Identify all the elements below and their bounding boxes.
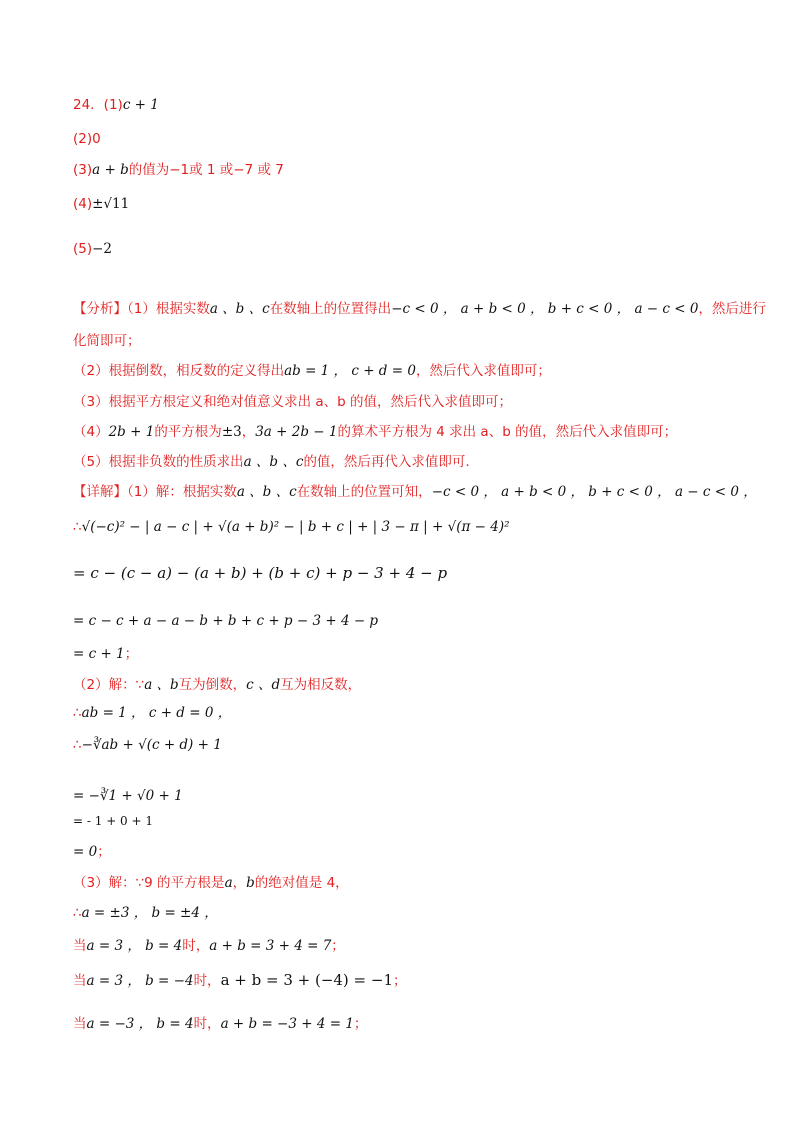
text: 当 [73, 973, 87, 989]
math: −c < 0 ， a + b < 0 ， b + c < 0 ， a − c < 0 ， [431, 484, 757, 500]
math: a = −3 ， b = 4 [86, 1016, 194, 1032]
answer-label: 24．(1) [73, 97, 123, 113]
text: 的绝对值是 4， [254, 875, 349, 891]
detail-line-1 [73, 482, 757, 502]
text: 时， [193, 1016, 221, 1032]
answer-label: (4) [73, 196, 93, 212]
math: ±3 [221, 424, 242, 440]
text: （4） [73, 424, 109, 440]
text: ； [124, 646, 139, 662]
answer-3 [73, 160, 284, 180]
math: a = ±3 ， b = ±4 ， [81, 905, 218, 921]
math: −∛ab + √(c + d) + 1 [81, 737, 222, 753]
detail-p2-line-2 [73, 703, 231, 723]
math: a + b = −3 + 4 = 1 [220, 1016, 354, 1032]
text: ， [241, 424, 256, 440]
math: = −∛1 + √0 + 1 [73, 788, 183, 804]
text: （1）根据实数 [127, 301, 210, 317]
math: = c − (c − a) − (a + b) + (b + c) + p − 3 + 4 − p [73, 564, 448, 582]
answer-5 [73, 239, 112, 259]
math: = c − c + a − a − b + b + c + p − 3 + 4 − p [73, 613, 379, 629]
answer-label: (5) [73, 241, 93, 257]
text: ， [232, 875, 247, 891]
math: a + b = 3 + 4 = 7 [209, 938, 332, 954]
analysis-line-3 [73, 361, 551, 381]
text: （2）根据倒数，相反数的定义得出 [73, 363, 285, 379]
text: ； [97, 844, 111, 860]
text: 时， [193, 973, 221, 989]
detail-p2-expr [73, 735, 222, 755]
detail-case-3 [73, 1014, 367, 1034]
math: 3a + 2b − 1 [255, 424, 338, 440]
text: 时， [182, 938, 210, 954]
answer-math: ±√11 [92, 196, 130, 212]
math: a 、b 、c [243, 454, 304, 470]
analysis-line-2 [73, 331, 141, 351]
text: （5）根据非负数的性质求出 [73, 454, 244, 470]
detail-p3-line-1 [73, 873, 349, 893]
detail-step-2 [73, 611, 378, 631]
detail-expr-1 [73, 517, 510, 537]
answer-1 [73, 95, 159, 115]
text: ； [393, 973, 407, 989]
answer-2 [73, 129, 101, 149]
therefore-symbol: ∴ [73, 737, 82, 753]
therefore-symbol: ∴ [73, 519, 82, 535]
detail-p2-step-1 [73, 786, 183, 806]
answer-math: −2 [92, 241, 113, 257]
analysis-line-6 [73, 452, 470, 472]
text: （3）根据平方根定义和绝对值意义求出 a、b 的值，然后代入求值即可； [73, 394, 513, 410]
answer-text: 的值为−1或 1 或−7 或 7 [128, 162, 284, 178]
math: a + b = 3 + (−4) = −1 [220, 971, 393, 989]
math: a = 3 ， b = −4 [86, 973, 194, 989]
math: b [246, 875, 255, 891]
text: 互为相反数， [280, 677, 362, 693]
answer-math: c + 1 [122, 97, 159, 113]
text: ； [353, 1016, 368, 1032]
text: （3）解：∵9 的平方根是 [73, 875, 225, 891]
answer-math: a + b [92, 162, 129, 178]
text: 的算术平方根为 4 求出 a、b 的值，然后代入求值即可； [337, 424, 678, 440]
text: 当 [73, 938, 87, 954]
detail-case-2 [73, 970, 407, 991]
math: ab = 1 ， c + d = 0 ， [81, 705, 232, 721]
analysis-line-1 [73, 299, 766, 319]
answer-label: (3) [73, 162, 93, 178]
text: 的值，然后再代入求值即可. [303, 454, 470, 470]
detail-heading: 【详解】 [73, 484, 127, 500]
math: a 、b 、c [209, 301, 270, 317]
text: ，然后进行 [698, 301, 766, 317]
math: ab = 1 ， c + d = 0 [284, 363, 416, 379]
text: 在数轴上的位置可知， [296, 484, 432, 500]
math: = - 1 + 0 + 1 [73, 814, 154, 828]
detail-step-3 [73, 644, 138, 664]
math: = 0 [73, 844, 98, 860]
detail-p2-step-3 [73, 842, 111, 862]
text: 当 [73, 1016, 87, 1032]
math: 2b + 1 [108, 424, 155, 440]
analysis-line-5 [73, 422, 677, 442]
text: 化简即可； [73, 333, 141, 349]
detail-case-1 [73, 936, 345, 956]
analysis-heading: 【分析】 [73, 301, 127, 317]
detail-p2-line-1 [73, 675, 361, 695]
math: c 、d [246, 677, 281, 693]
math: a 、b 、c [236, 484, 297, 500]
text: 在数轴上的位置得出 [269, 301, 392, 317]
math: a 、b [144, 677, 179, 693]
answer-label: (2)0 [73, 131, 101, 147]
math: −c < 0 ， a + b < 0 ， b + c < 0 ， a − c < 0 [391, 301, 699, 317]
text: 互为倒数， [178, 677, 247, 693]
text: ； [331, 938, 345, 954]
text: （1）解：根据实数 [127, 484, 237, 500]
analysis-line-4 [73, 392, 512, 412]
math: = c + 1 [73, 646, 125, 662]
math: √(−c)² − | a − c | + √(a + b)² − | b + c | + | 3 − π | + √(π − 4)² [81, 519, 510, 535]
detail-p3-line-2 [73, 903, 218, 923]
detail-p2-step-2 [73, 811, 153, 831]
text: ，然后代入求值即可； [415, 363, 551, 379]
detail-step-1 [73, 563, 447, 583]
therefore-symbol: ∴ [73, 705, 82, 721]
math: a = 3 ， b = 4 [86, 938, 183, 954]
therefore-symbol: ∴ [73, 905, 82, 921]
math: a [224, 875, 233, 891]
answer-4 [73, 194, 129, 214]
text: 的平方根为 [154, 424, 222, 440]
text: （2）解：∵ [73, 677, 145, 693]
